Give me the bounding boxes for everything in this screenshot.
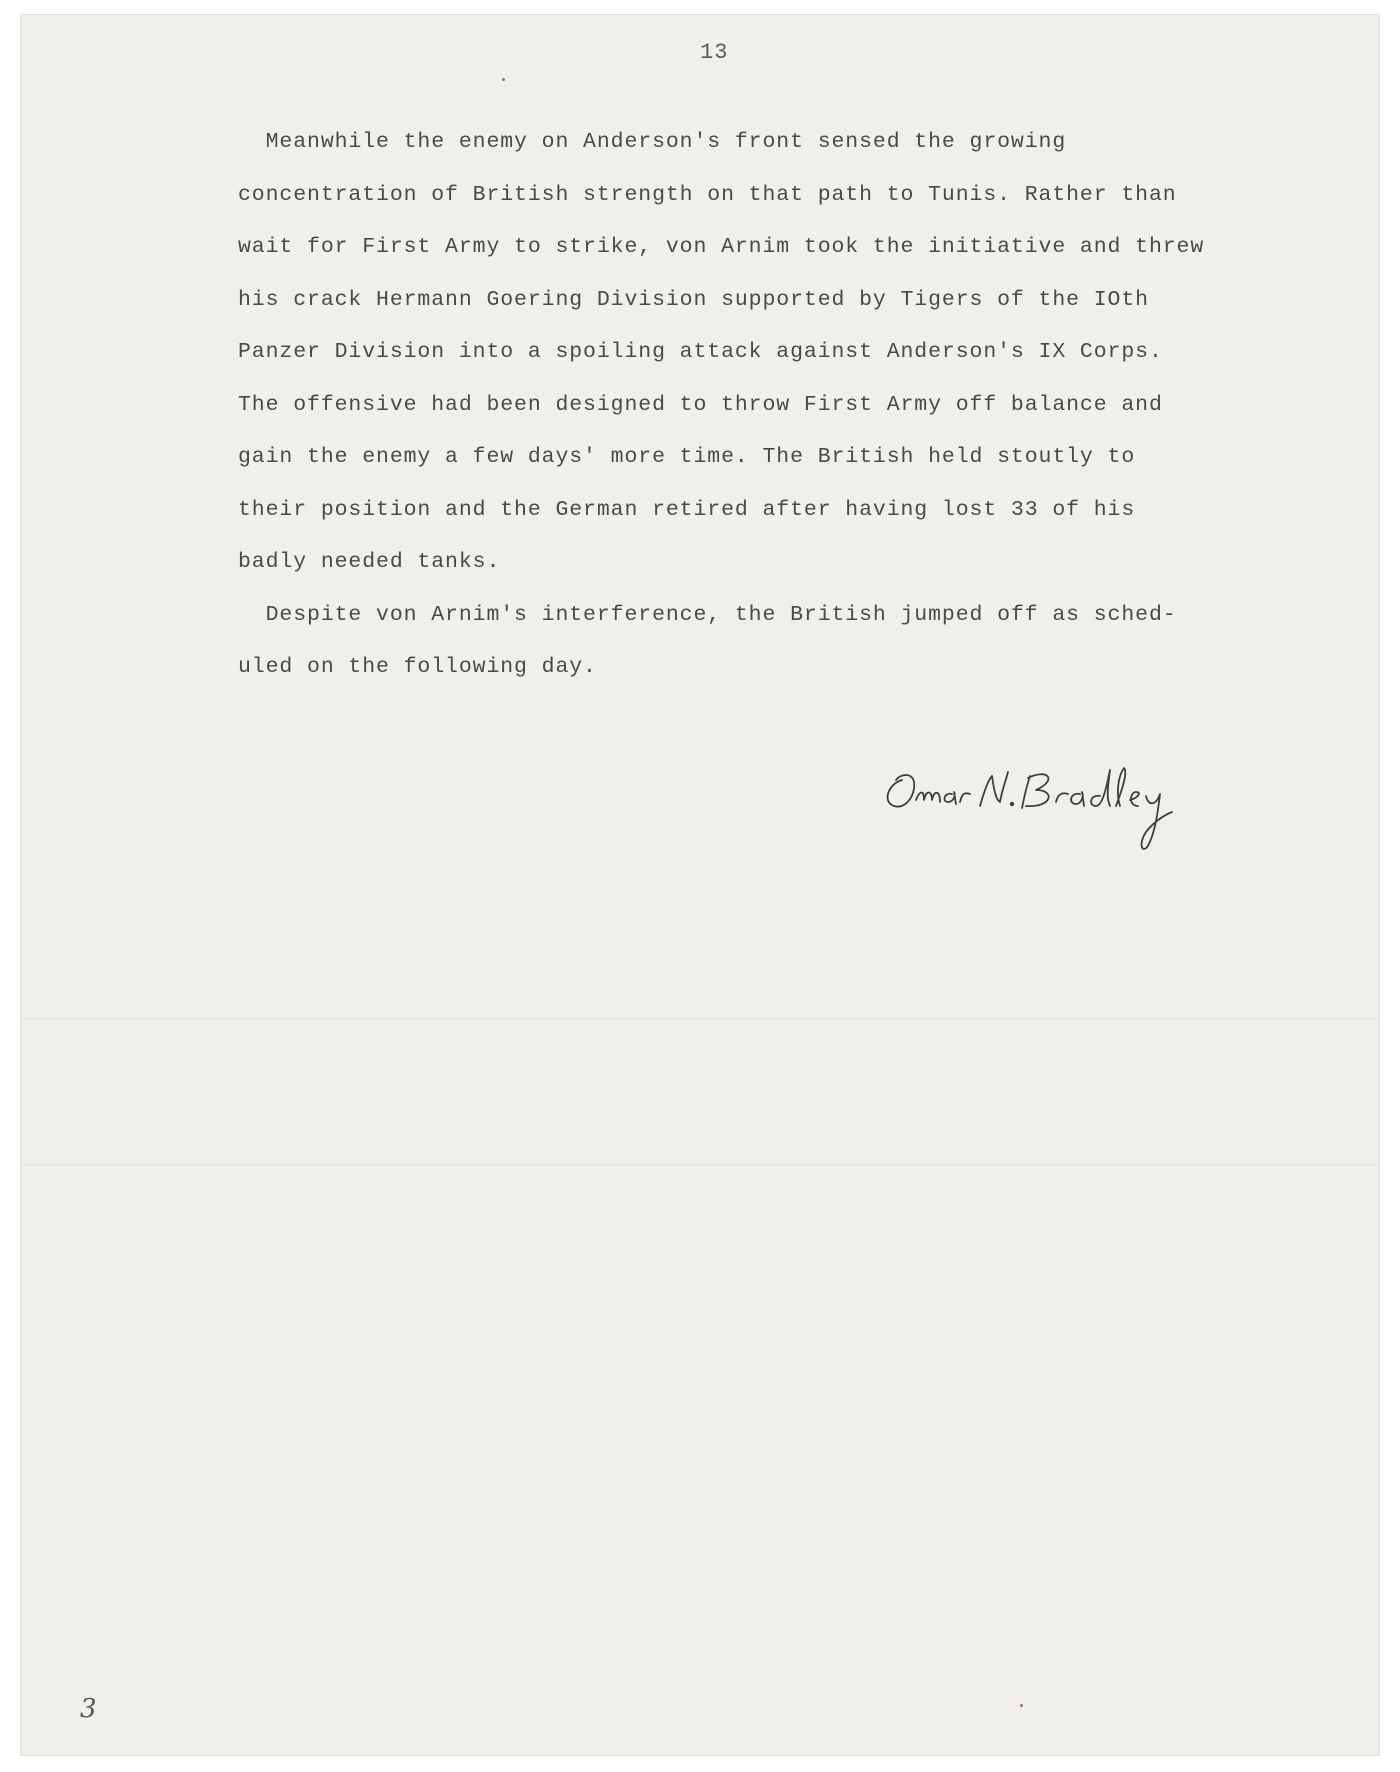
handwritten-signature bbox=[880, 750, 1240, 860]
paper-speck bbox=[1020, 1704, 1023, 1707]
text-line: his crack Hermann Goering Division supported by Tigers of the IOth bbox=[238, 287, 1149, 312]
paragraph-1 bbox=[238, 116, 1238, 589]
corner-page-mark: 3 bbox=[80, 1694, 97, 1724]
text-line: concentration of British strength on that path to Tunis. Rather than bbox=[238, 182, 1177, 207]
paragraph-2 bbox=[238, 589, 1238, 694]
text-line: The offensive had been designed to throw First Army off balance and bbox=[238, 392, 1163, 417]
text-line: Panzer Division into a spoiling attack against Anderson's IX Corps. bbox=[238, 340, 1163, 364]
text-line: wait for First Army to strike, von Arnim took the initiative and threw bbox=[238, 235, 1205, 259]
body-text bbox=[238, 116, 1238, 694]
document-page bbox=[20, 14, 1380, 1756]
paper-fold-line bbox=[20, 1018, 1380, 1020]
text-line: gain the enemy a few days' more time. The British held stoutly to bbox=[238, 445, 1136, 469]
paper-fold-line bbox=[20, 1164, 1380, 1166]
text-line: badly needed tanks. bbox=[238, 550, 501, 574]
text-line: uled on the following day. bbox=[238, 655, 597, 679]
text-line: Meanwhile the enemy on Anderson's front sensed the growing bbox=[238, 130, 1067, 154]
page-number: 13 bbox=[700, 40, 729, 65]
text-line: their position and the German retired after having lost 33 of his bbox=[238, 497, 1136, 522]
text-line: Despite von Arnim's interference, the British jumped off as sched- bbox=[238, 602, 1177, 627]
paper-speck bbox=[502, 78, 505, 81]
